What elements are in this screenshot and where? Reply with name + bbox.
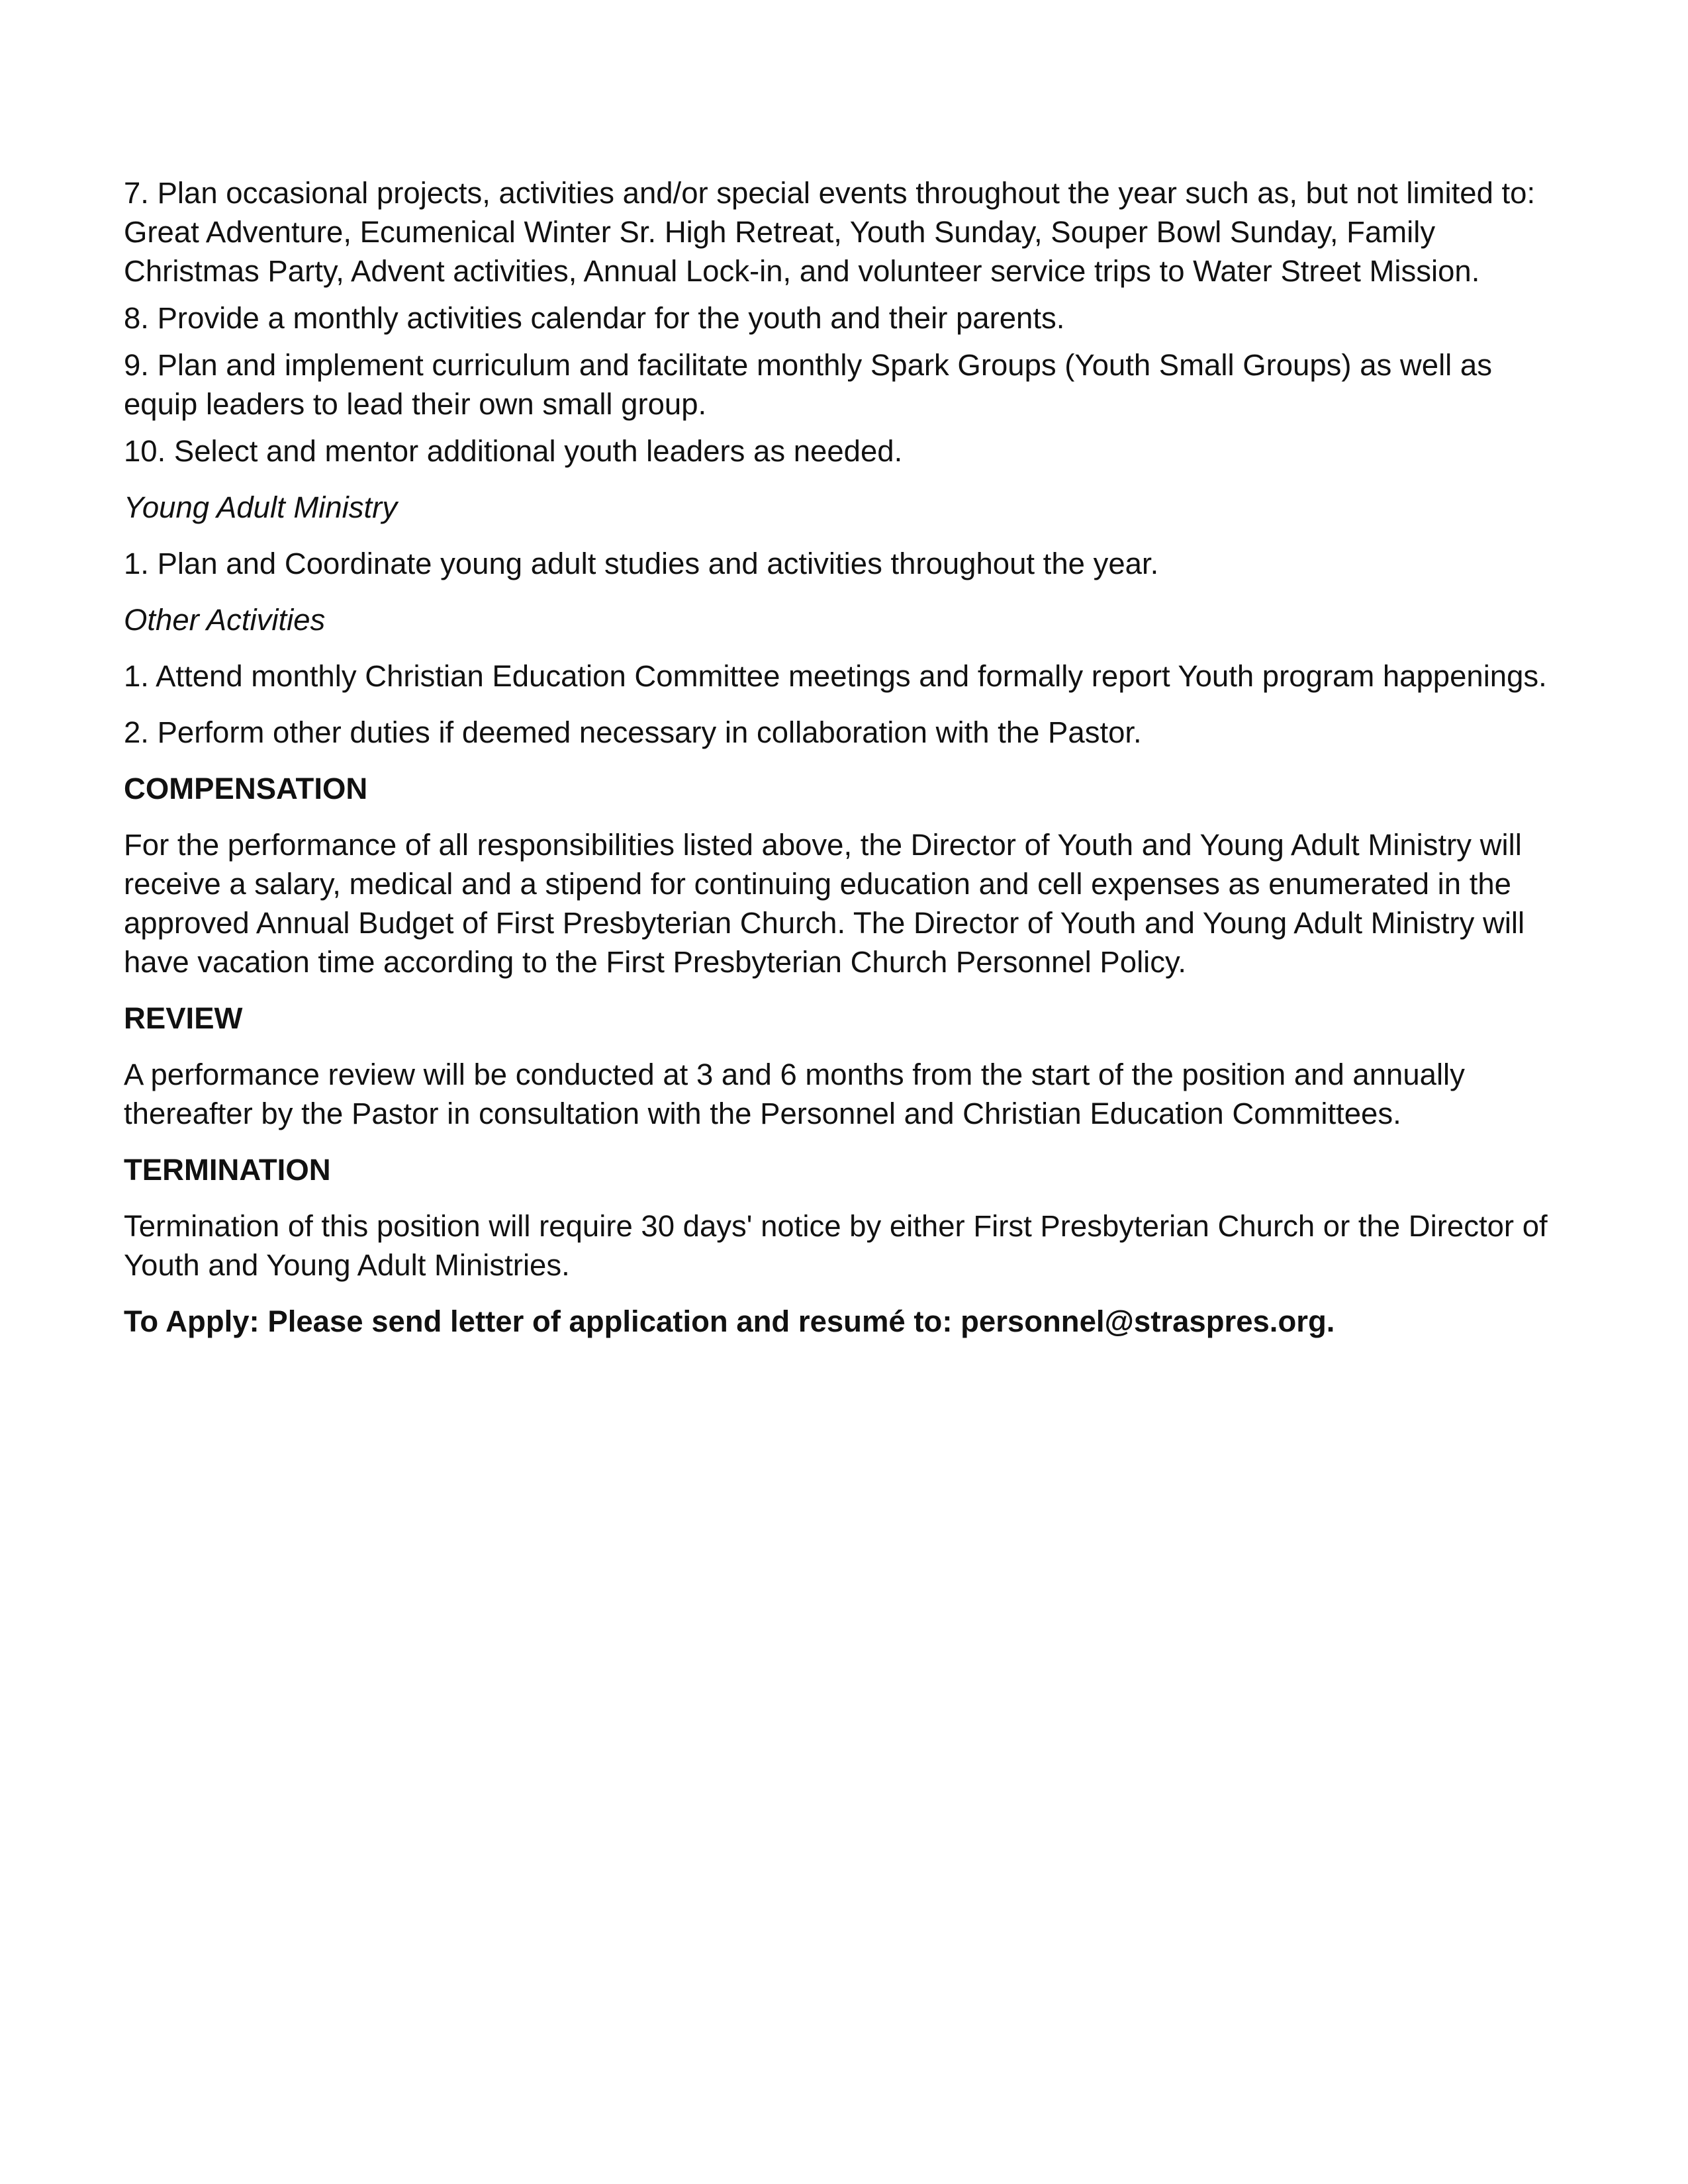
other-item-1: 1. Attend monthly Christian Education Committee meetings and formally report Youth program happenings.: [124, 659, 1547, 693]
document-body: [124, 173, 1573, 1341]
youth-item-10: 10. Select and mentor additional youth leaders as needed.: [124, 434, 903, 468]
young-adult-heading: Young Adult Ministry: [124, 490, 398, 524]
youth-item-8: 8. Provide a monthly activities calendar for the youth and their parents.: [124, 301, 1065, 335]
review-heading: REVIEW: [124, 1001, 243, 1035]
compensation-text: For the performance of all responsibilities listed above, the Director of Youth and Young Adult Ministry will receive a salary, medical and a stipend for continuing education and cell expenses as enumerated in the approved Annual Budget of First Presbyterian Church. The Director of Youth and Young Adult Ministry will have vacation time according to the First Presbyterian Church Personnel Policy.: [124, 828, 1525, 979]
termination-text: Termination of this position will require 30 days' notice by either First Presbyterian Church or the Director of Youth and Young Adult Ministries.: [124, 1209, 1548, 1282]
termination-heading: TERMINATION: [124, 1153, 331, 1187]
young-adult-item-1: 1. Plan and Coordinate young adult studies and activities throughout the year.: [124, 547, 1159, 580]
review-text: A performance review will be conducted at 3 and 6 months from the start of the position and annually thereafter by the Pastor in consultation with the Personnel and Christian Education Committees.: [124, 1058, 1465, 1130]
other-activities-heading: Other Activities: [124, 603, 326, 637]
compensation-heading: COMPENSATION: [124, 772, 368, 805]
apply-instructions: To Apply: Please send letter of application and resumé to: personnel@straspres.org.: [124, 1304, 1335, 1338]
youth-item-7: 7. Plan occasional projects, activities and/or special events throughout the year such as, but not limited to: Great Adventure, Ecumenical Winter Sr. High Retreat, Youth Sunday, Souper Bowl Sunday, Family Christmas Party, Advent activities, Annual Lock-in, and volunteer service trips to Water Street Mission.: [124, 176, 1536, 288]
other-item-2: 2. Perform other duties if deemed necessary in collaboration with the Pastor.: [124, 715, 1142, 749]
youth-item-9: 9. Plan and implement curriculum and facilitate monthly Spark Groups (Youth Small Groups) as well as equip leaders to lead their own small group.: [124, 348, 1492, 421]
